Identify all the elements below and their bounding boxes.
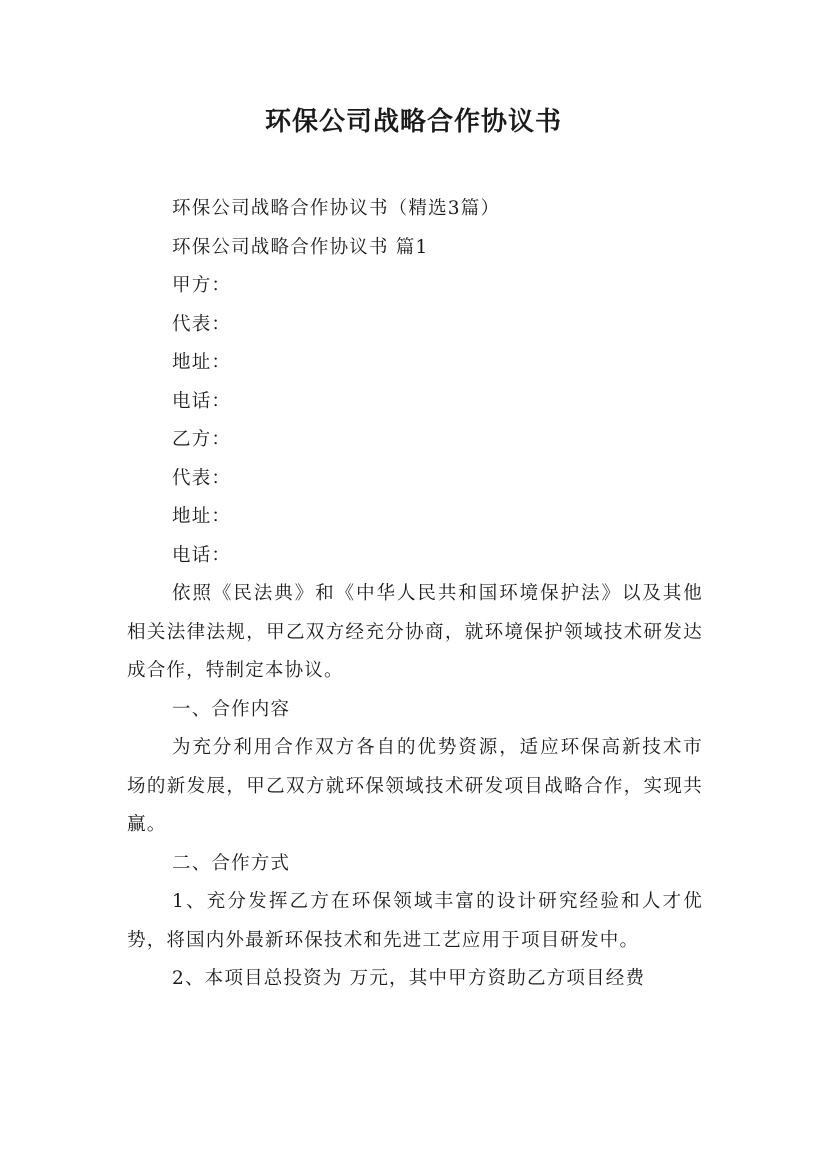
party-a-address: 地址： — [172, 352, 232, 373]
clause-2-heading: 二、合作方式 — [172, 852, 291, 874]
party-b-phone: 电话： — [172, 544, 232, 566]
clause-2-item-1: 1、充分发挥乙方在环保领域丰富的设计研究经验和人才优势，将国内外最新环保技术和先进工艺应用于项目研发中。 — [127, 891, 703, 951]
clause-1-heading: 一、合作内容 — [172, 698, 291, 720]
section-heading: 环保公司战略合作协议书 篇1 — [172, 236, 429, 258]
clause-1-paragraph: 为充分利用合作双方各自的优势资源，适应环保高新技术市场的新发展，甲乙双方就环保领域技术研发项目战略合作，实现共赢。 — [127, 737, 703, 835]
party-b-representative: 代表： — [172, 467, 232, 489]
party-a-phone: 电话： — [172, 390, 232, 412]
party-b-address: 地址： — [172, 506, 232, 527]
preamble-paragraph: 依照《民法典》和《中华人民共和国环境保护法》以及其他相关法律法规，甲乙双方经充分协商，就环境保护领域技术研发达成合作，特制定本协议。 — [127, 583, 703, 681]
document-title: 环保公司战略合作协议书 — [264, 107, 562, 137]
party-b-label: 乙方： — [172, 429, 232, 450]
party-a-representative: 代表： — [172, 313, 232, 335]
document-body — [127, 190, 703, 999]
subtitle: 环保公司战略合作协议书（精选3篇） — [172, 198, 501, 219]
party-a-label: 甲方： — [172, 275, 232, 296]
clause-2-item-2: 2、本项目总投资为 万元，其中甲方资助乙方项目经费 — [172, 968, 646, 989]
